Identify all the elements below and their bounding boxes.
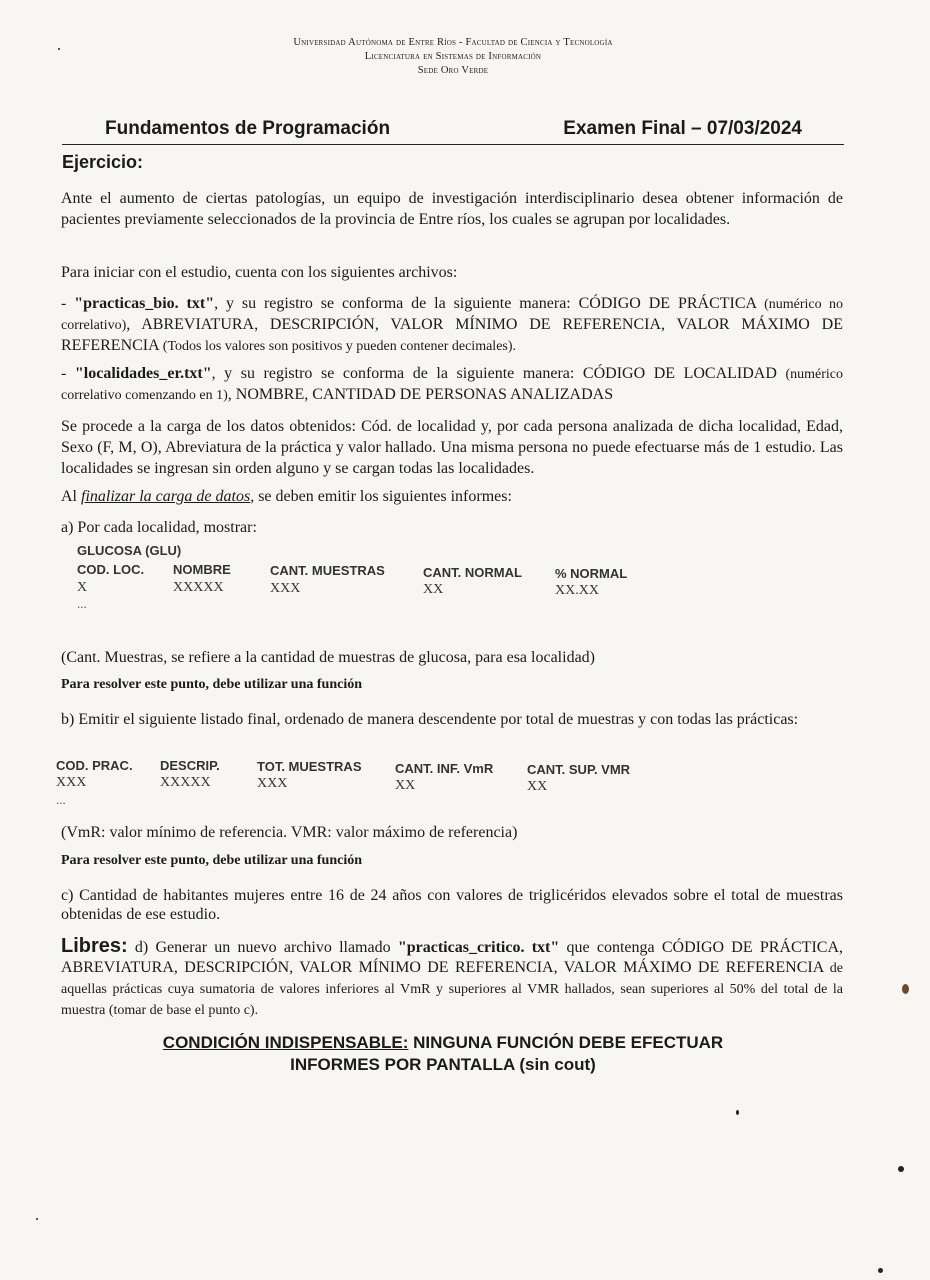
file2-name: "localidades_er.txt" xyxy=(74,365,212,382)
table-a-header: % NORMAL xyxy=(555,566,628,581)
table-b-header: TOT. MUESTRAS xyxy=(257,759,362,774)
critico-filename: "practicas_critico. txt" xyxy=(397,939,560,956)
exam-title: Examen Final – 07/03/2024 xyxy=(563,118,802,139)
intro-paragraph: Ante el aumento de ciertas patologías, un equipo de investigación interdisciplinario desea obtener información de pacientes previamente seleccionados de la provincia de Entre ríos, los cuales se agrupan por localidades. xyxy=(61,190,843,228)
exercise-heading: Ejercicio: xyxy=(62,152,144,172)
scan-speck xyxy=(36,1218,38,1220)
item-a-function-note: Para resolver este punto, debe utilizar una función xyxy=(61,677,362,692)
degree-name: Licenciatura en Sistemas de Información xyxy=(364,51,542,62)
table-a-title: GLUCOSA (GLU) xyxy=(77,543,182,558)
table-b-ellipsis: ... xyxy=(56,792,66,807)
university-name: Universidad Autónoma de Entre Ríos - Facultad de Ciencia y Tecnología xyxy=(293,37,613,48)
condition-label: CONDICIÓN INDISPENSABLE: xyxy=(162,1033,409,1052)
table-b-header: COD. PRAC. xyxy=(56,758,133,773)
item-b-function-note: Para resolver este punto, debe utilizar una función xyxy=(61,853,362,868)
informes-intro: Al finalizar la carga de datos, se deben emitir los siguientes informes: xyxy=(61,488,512,505)
campus-name: Sede Oro Verde xyxy=(417,65,489,76)
table-a-header: COD. LOC. xyxy=(77,562,145,577)
table-b-cell: XX xyxy=(395,778,416,793)
table-b-header: CANT. INF. VmR xyxy=(395,761,494,776)
files-intro: Para iniciar con el estudio, cuenta con los siguientes archivos: xyxy=(61,264,458,281)
table-a-ellipsis: ... xyxy=(77,596,87,611)
subject-title: Fundamentos de Programación xyxy=(105,118,391,139)
item-a-note: (Cant. Muestras, se refiere a la cantidad de muestras de glucosa, para esa localidad) xyxy=(61,649,595,666)
table-a-cell: XX xyxy=(423,582,444,597)
scan-speck xyxy=(902,984,909,994)
table-a-header: NOMBRE xyxy=(173,562,231,577)
table-a-cell: XX.XX xyxy=(555,583,599,598)
condition-line-2: INFORMES POR PANTALLA (sin cout) xyxy=(290,1055,596,1074)
table-b-header: DESCRIP. xyxy=(160,758,220,773)
table-a-cell: XXXXX xyxy=(173,580,224,595)
table-a-cell: XXX xyxy=(270,581,301,596)
item-b-note: (VmR: valor mínimo de referencia. VMR: valor máximo de referencia) xyxy=(61,824,518,841)
condition-line-1: CONDICIÓN INDISPENSABLE: NINGUNA FUNCIÓN DEBE EFECTUAR xyxy=(162,1033,724,1052)
file1-paragraph: - "practicas_bio. txt", y su registro se conforma de la siguiente manera: CÓDIGO DE PRÁCTICA (numérico no correlativo), ABREVIATURA, DESCRIPCIÓN, VALOR MÍNIMO DE REFERENCIA, VALOR MÁXIMO DE REFERENCIA (Todos los valores son positivos y pueden contener decimales). xyxy=(61,295,844,354)
carga-paragraph: Se procede a la carga de los datos obtenidos: Cód. de localidad y, por cada persona analizada de dicha localidad, Edad, Sexo (F, M, O), Abreviatura de la práctica y valor hallado. Una misma persona no puede efectuarse más de 1 estudio. Las localidades se ingresan sin orden alguno y se cargan todas las localidades. xyxy=(61,418,843,477)
scan-speck xyxy=(58,48,60,50)
libres-label: Libres: xyxy=(61,935,128,957)
table-b-cell: XXXXX xyxy=(160,775,211,790)
scan-speck xyxy=(898,1166,904,1172)
table-b-cell: XXX xyxy=(56,775,87,790)
table-a-header: CANT. NORMAL xyxy=(423,565,522,580)
table-b-cell: XXX xyxy=(257,776,288,791)
scan-speck xyxy=(736,1110,739,1115)
finalizar-text: finalizar la carga de datos xyxy=(81,488,251,505)
table-b-cell: XX xyxy=(527,779,548,794)
item-b-label: b) Emitir el siguiente listado final, ordenado de manera descendente por total de muestras y con todas las prácticas: xyxy=(61,711,799,728)
item-a-label: a) Por cada localidad, mostrar: xyxy=(61,519,257,536)
item-d-paragraph: Libres: d) Generar un nuevo archivo llamado "practicas_critico. txt" que contenga CÓDIGO DE PRÁCTICA, ABREVIATURA, DESCRIPCIÓN, VALOR MÍNIMO DE REFERENCIA, VALOR MÁXIMO DE REFERENCIA de aquellas prácticas cuya sumatoria de valores inferiores al VmR y superiores al VMR hallados, sean superiores al 50% del total de la muestra (tomar de base el punto c). xyxy=(61,935,844,1018)
item-c-paragraph: c) Cantidad de habitantes mujeres entre 16 de 24 años con valores de triglicéridos elevados sobre el total de muestras obtenidas de ese estudio. xyxy=(61,887,843,923)
table-b-header: CANT. SUP. VMR xyxy=(527,762,631,777)
scan-speck xyxy=(878,1268,883,1273)
file2-paragraph: - "localidades_er.txt", y su registro se conforma de la siguiente manera: CÓDIGO DE LOCALIDAD (numérico correlativo comenzando en 1), NOMBRE, CANTIDAD DE PERSONAS ANALIZADAS xyxy=(61,365,843,403)
file1-name: "practicas_bio. txt" xyxy=(74,295,215,312)
title-bar xyxy=(62,116,844,145)
table-a-header: CANT. MUESTRAS xyxy=(270,563,385,578)
table-a-cell: X xyxy=(77,580,88,595)
